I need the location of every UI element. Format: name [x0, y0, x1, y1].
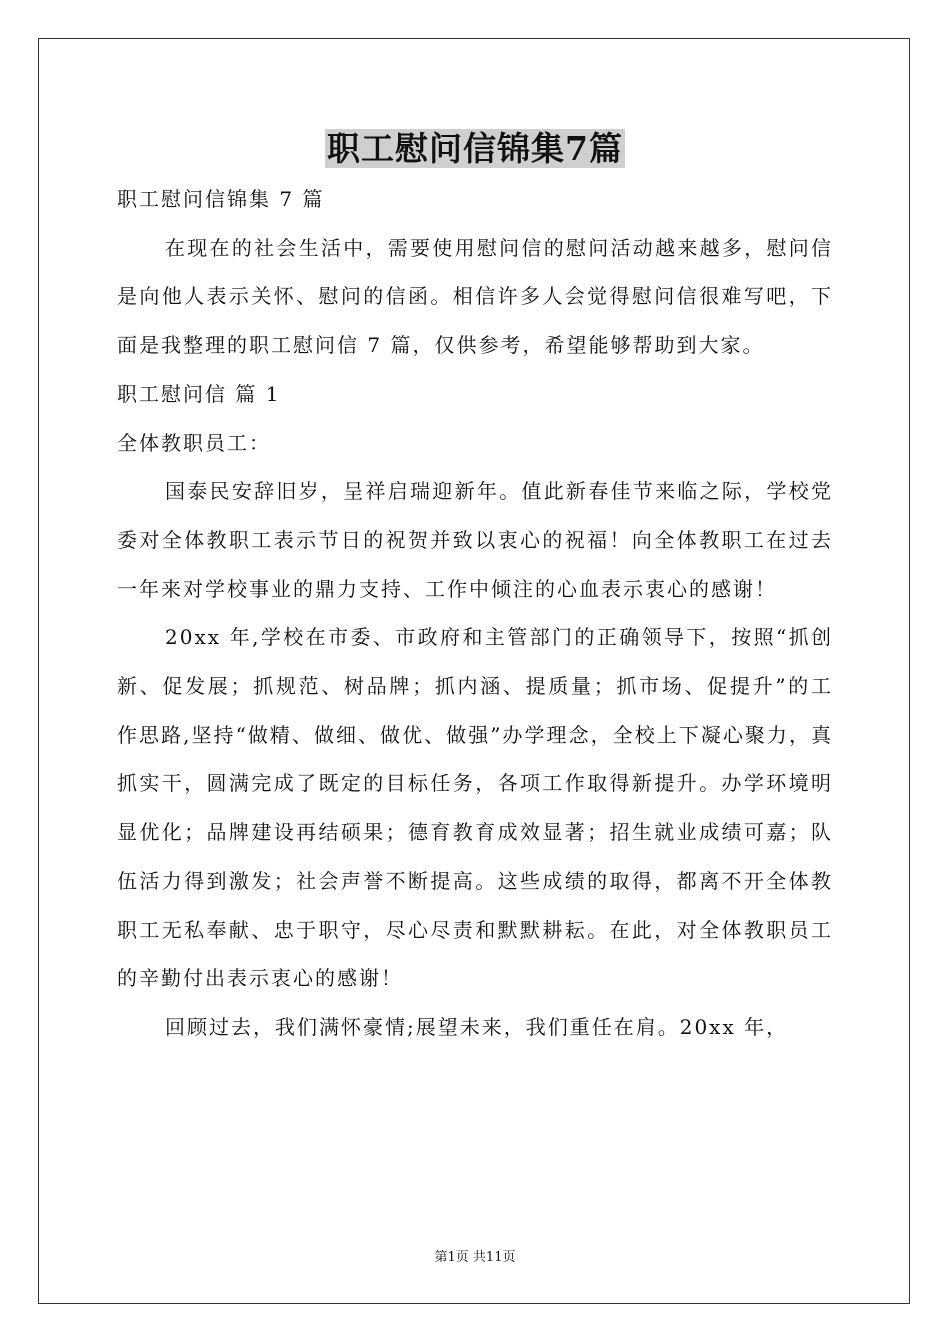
document-title [0, 126, 950, 172]
document-title-text: 职工慰问信锦集7篇 [327, 129, 623, 168]
page-footer: 第1页 共11页 [434, 1250, 516, 1265]
body-paragraph: 20xx 年,学校在市委、市政府和主管部门的正确领导下，按照“抓创新、促发展；抓规范、树品牌；抓内涵、提质量；抓市场、促提升”的工作思路,坚持“做精、做细、做优、做强”办学理念，全校上下凝心聚力，真抓实干，圆满完成了既定的目标任务，各项工作取得新提升。办学环境明显优化；品牌建设再结硕果；德育教育成效显著；招生就业成绩可嘉；队伍活力得到激发；社会声誉不断提高。这些成绩的取得，都离不开全体教职工无私奉献、忠于职守，尽心尽责和默默耕耘。在此，对全体教职员工的辛勤付出表示衷心的感谢！ [117, 625, 833, 991]
salutation: 全体教职员工： [117, 430, 271, 455]
intro-paragraph: 在现在的社会生活中，需要使用慰问信的慰问活动越来越多，慰问信是向他人表示关怀、慰问的信函。相信许多人会觉得慰问信很难写吧，下面是我整理的职工慰问信 7 篇，仅供参考，希望能够帮助到大家。 [117, 235, 833, 358]
body-paragraph: 回顾过去，我们满怀豪情;展望未来，我们重任在肩。20xx 年， [165, 1014, 789, 1039]
doc-subtitle: 职工慰问信锦集 7 篇 [117, 187, 325, 211]
body-paragraph: 国泰民安辞旧岁，呈祥启瑞迎新年。值此新春佳节来临之际，学校党委对全体教职工表示节日的祝贺并致以衷心的祝福！向全体教职工在过去一年来对学校事业的鼎力支持、工作中倾注的心血表示衷心的感谢！ [117, 479, 833, 601]
document-body [117, 175, 833, 1052]
section-heading: 职工慰问信 篇 1 [117, 381, 281, 406]
